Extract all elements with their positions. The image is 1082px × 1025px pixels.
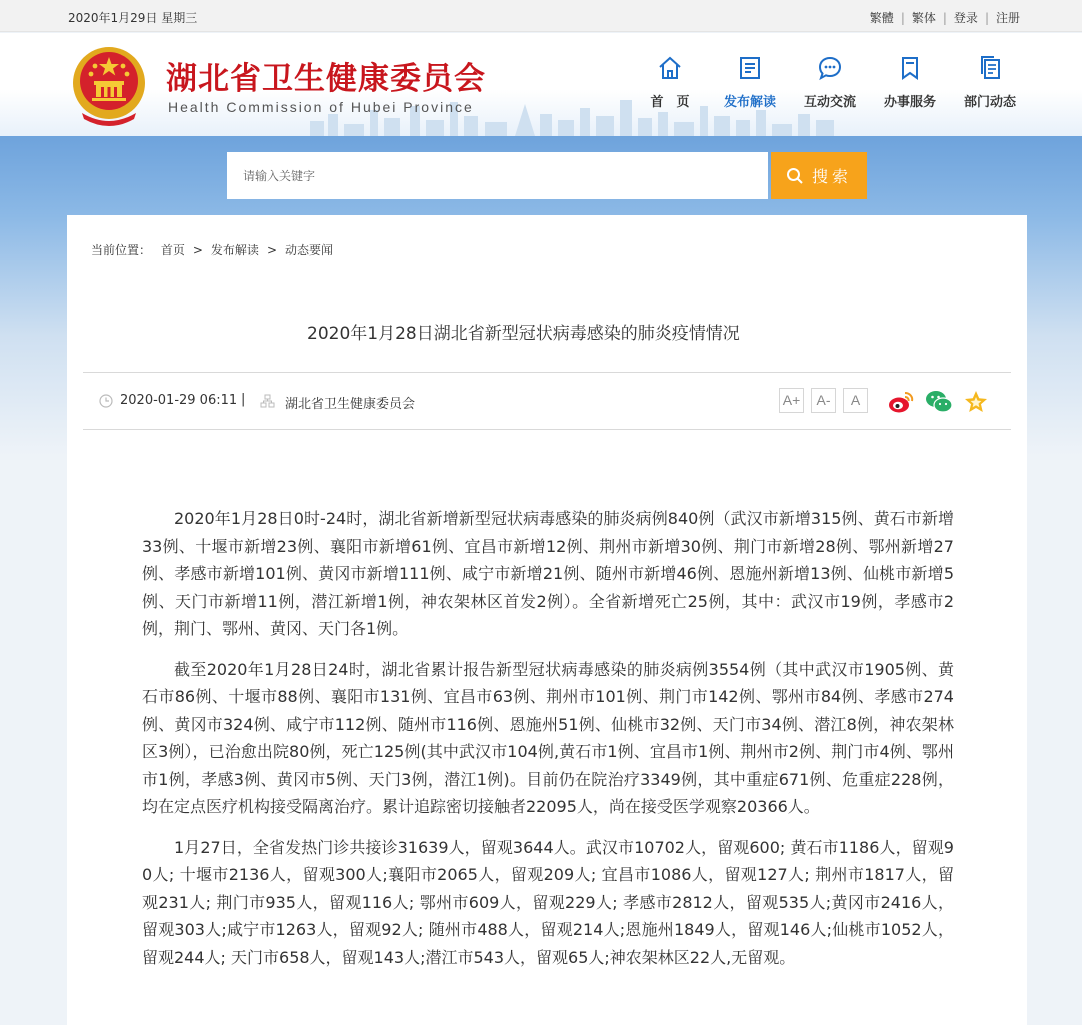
national-emblem: [68, 43, 150, 127]
article-paragraph: 2020年1月28日0时-24时，湖北省新增新型冠状病毒感染的肺炎病例840例（武汉市新增315例、黄石市新增33例、十堰市新增23例、襄阳市新增61例、宜昌市新增12例、荆州市新增30例、荆门市新增28例、鄂州新增27例、孝感市新增101例、黄冈市新增111例、咸宁市新增21例、随州市新增46例、恩施州新增13例、仙桃市新增5例、天门市新增11例，潜江新增1例，神农架林区首发2例）。全省新增死亡25例，其中：武汉市19例，孝感市2例，荆门、鄂州、黄冈、天门各1例。: [142, 509, 954, 638]
font-increase-button[interactable]: A+: [779, 388, 804, 413]
article-meta: [83, 372, 1011, 430]
bookmark-icon: [897, 55, 923, 81]
nav-item-publish[interactable]: [710, 55, 790, 110]
article-title: 2020年1月28日湖北省新型冠状病毒感染的肺炎疫情情况: [307, 324, 740, 344]
article-paragraph: 截至2020年1月28日24时，湖北省累计报告新型冠状病毒感染的肺炎病例3554例（其中武汉市1905例、黄石市86例、十堰市88例、襄阳市131例、宜昌市63例、荆州市101例、荆门市142例、鄂州市84例、孝感市274例、黄冈市324例、咸宁市112例、随州市116例、恩施州51例、仙桃市32例、天门市34例、潜江8例，神农架林区3例），已治愈出院80例，死亡125例(其中武汉市104例,黄石市1例、宜昌市1例、荆州市2例、荆门市4例、鄂州市1例，孝感3例、黄冈市5例、天门3例，潜江1例)。目前仍在院治疗3349例，其中重症671例、危重症228例，均在定点医疗机构接受隔离治疗。累计追踪密切接触者22095人，尚在接受医学观察20366人。: [142, 659, 954, 816]
search-button[interactable]: [771, 152, 867, 199]
search-input[interactable]: [227, 152, 768, 199]
nav-item-interact[interactable]: [790, 55, 870, 110]
nav-label: 办事服务: [883, 95, 936, 110]
main-nav: [630, 55, 1030, 110]
home-icon: [657, 55, 683, 81]
breadcrumb-prefix: 当前位置：: [91, 243, 152, 257]
top-links: 繁體 | 繁体 | 登录 | 注册: [869, 11, 1020, 25]
site-header: [0, 33, 1082, 136]
breadcrumb-publish[interactable]: 发布解读: [210, 243, 259, 257]
copy-icon: [977, 55, 1003, 81]
traditional-link-2[interactable]: 繁体: [911, 11, 936, 25]
weibo-icon[interactable]: [887, 389, 915, 415]
site-title-en: Health Commission of Hubei Province: [168, 99, 474, 115]
clock-icon: [99, 394, 113, 408]
publish-time: 2020-01-29 06:11: [120, 393, 238, 408]
nav-label: 部门动态: [963, 95, 1016, 110]
publish-source: 湖北省卫生健康委员会: [285, 397, 416, 412]
site-title-cn[interactable]: 湖北省卫生健康委员会: [166, 61, 486, 97]
nav-item-department[interactable]: [950, 55, 1030, 110]
search-icon: [786, 167, 804, 185]
breadcrumb-home[interactable]: 首页: [160, 243, 185, 257]
nav-item-home[interactable]: [630, 55, 710, 110]
article-body: [142, 505, 954, 984]
search-box: [227, 152, 768, 199]
top-bar: [0, 0, 1082, 32]
breadcrumb-news[interactable]: 动态要闻: [285, 243, 334, 257]
document-icon: [737, 55, 763, 81]
register-link[interactable]: 注册: [995, 11, 1020, 25]
chat-icon: [817, 55, 843, 81]
article-panel: [67, 215, 1027, 1025]
login-link[interactable]: 登录: [953, 11, 978, 25]
font-decrease-button[interactable]: A-: [811, 388, 836, 413]
breadcrumb: 当前位置： 首页 > 发布解读 > 动态要闻: [91, 243, 334, 257]
nav-label: 首 页: [650, 95, 690, 110]
wechat-icon[interactable]: [925, 389, 953, 415]
nav-label: 发布解读: [723, 95, 776, 110]
traditional-link-1[interactable]: 繁體: [869, 11, 894, 25]
nav-label: 互动交流: [803, 95, 856, 110]
article-paragraph: 1月27日，全省发热门诊共接诊31639人，留观3644人。武汉市10702人，留观600; 黄石市1186人，留观90人; 十堰市2136人，留观300人;襄阳市2065人，留观209人; 宜昌市1086人，留观127人; 荆州市1817人，留观231人; 荆门市935人，留观116人; 鄂州市609人，留观229人; 孝感市2812人，留观535人;黄冈市2416人，留观303人;咸宁市1263人，留观92人; 随州市488人，留观214人;恩施州1849人，留观146人;仙桃市1052人，留观244人; 天门市658人，留观143人;潜江市543人，留观65人;神农架林区22人,无留观。: [142, 837, 954, 967]
font-reset-button[interactable]: A: [843, 388, 868, 413]
favorite-star-icon[interactable]: [963, 389, 989, 415]
search-button-label: 搜索: [811, 167, 852, 186]
meta-separator: |: [241, 392, 246, 407]
nav-item-service[interactable]: [870, 55, 950, 110]
current-date: 2020年1月29日 星期三: [68, 11, 198, 25]
organization-icon: [260, 394, 275, 408]
